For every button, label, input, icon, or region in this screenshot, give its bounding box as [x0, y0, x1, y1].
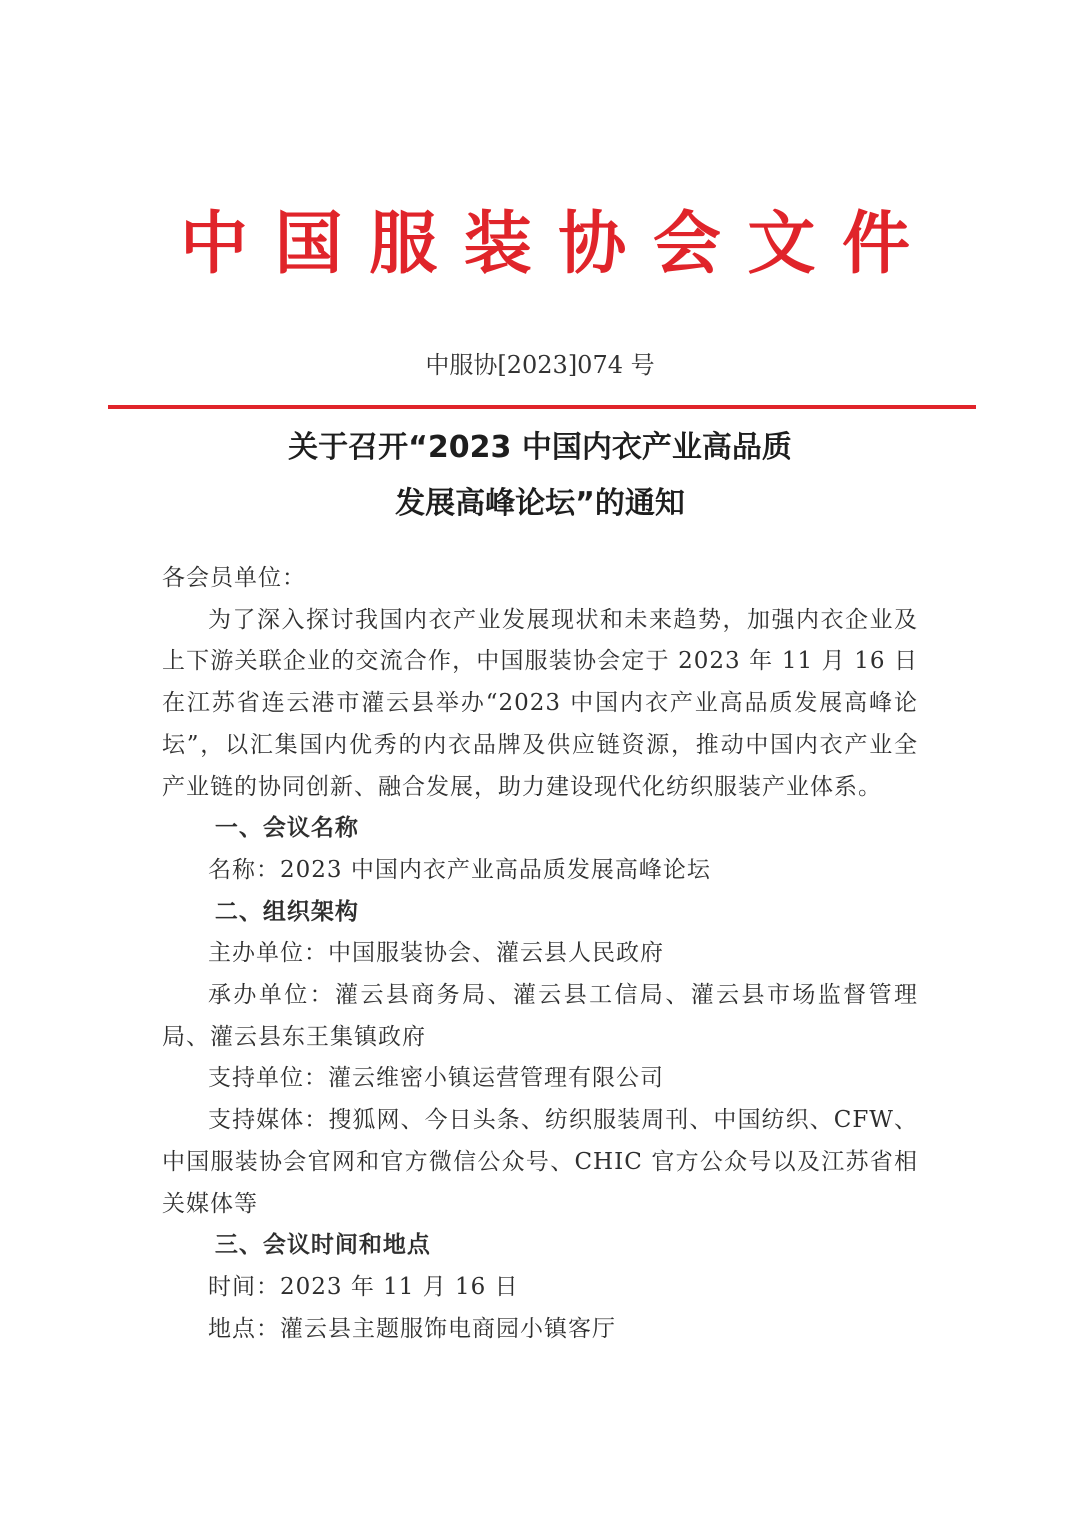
masthead-title	[180, 200, 910, 290]
title-line-1: 关于召开“2023 中国内衣产业高品质	[288, 430, 792, 465]
title-line-2: 发展高峰论坛”的通知	[395, 486, 685, 521]
masthead-char: 装	[463, 205, 532, 284]
masthead-char: 国	[274, 205, 343, 284]
intro-paragraph: 为了深入探讨我国内衣产业发展现状和未来趋势，加强内衣企业及上下游关联企业的交流合作，中国服装协会定于 2023 年 11 月 16 日在江苏省连云港市灌云县举办“2023 中国内衣产业高品质发展高峰论坛”，以汇集国内优秀的内衣品牌及供应链资源，推动中国内衣产业全产业链的协同创新、融合发展，助力建设现代化纺织服装产业体系。	[162, 606, 918, 800]
section-heading-organization: 二、组织架构	[214, 898, 359, 925]
section-heading-time-place: 三、会议时间和地点	[214, 1232, 431, 1259]
notice-title	[0, 420, 1080, 532]
masthead-char: 协	[558, 205, 627, 284]
masthead-char: 件	[841, 205, 910, 284]
meeting-place: 地点：灌云县主题服饰电商园小镇客厅	[208, 1315, 616, 1342]
masthead-char: 中	[180, 205, 249, 284]
support-media: 支持媒体：搜狐网、今日头条、纺织服装周刊、中国纺织、CFW、中国服装协会官网和官方微信公众号、CHIC 官方公众号以及江苏省相关媒体等	[162, 1107, 918, 1217]
masthead-char: 文	[747, 205, 816, 284]
masthead-char: 服	[369, 205, 438, 284]
meeting-name: 名称：2023 中国内衣产业高品质发展高峰论坛	[208, 856, 711, 883]
salutation: 各会员单位：	[162, 565, 306, 591]
host-units: 主办单位：中国服装协会、灌云县人民政府	[208, 940, 664, 967]
notice-body	[162, 558, 918, 1350]
masthead-char: 会	[652, 205, 721, 284]
supporter-units: 支持单位：灌云维密小镇运营管理有限公司	[208, 1065, 664, 1092]
section-heading-meeting-name: 一、会议名称	[214, 815, 359, 842]
meeting-time: 时间：2023 年 11 月 16 日	[208, 1273, 519, 1300]
red-divider	[108, 405, 976, 409]
document-number: 中服协[2023]074 号	[425, 351, 655, 379]
organizer-units: 承办单位：灌云县商务局、灌云县工信局、灌云县市场监督管理局、灌云县东王集镇政府	[162, 982, 918, 1050]
